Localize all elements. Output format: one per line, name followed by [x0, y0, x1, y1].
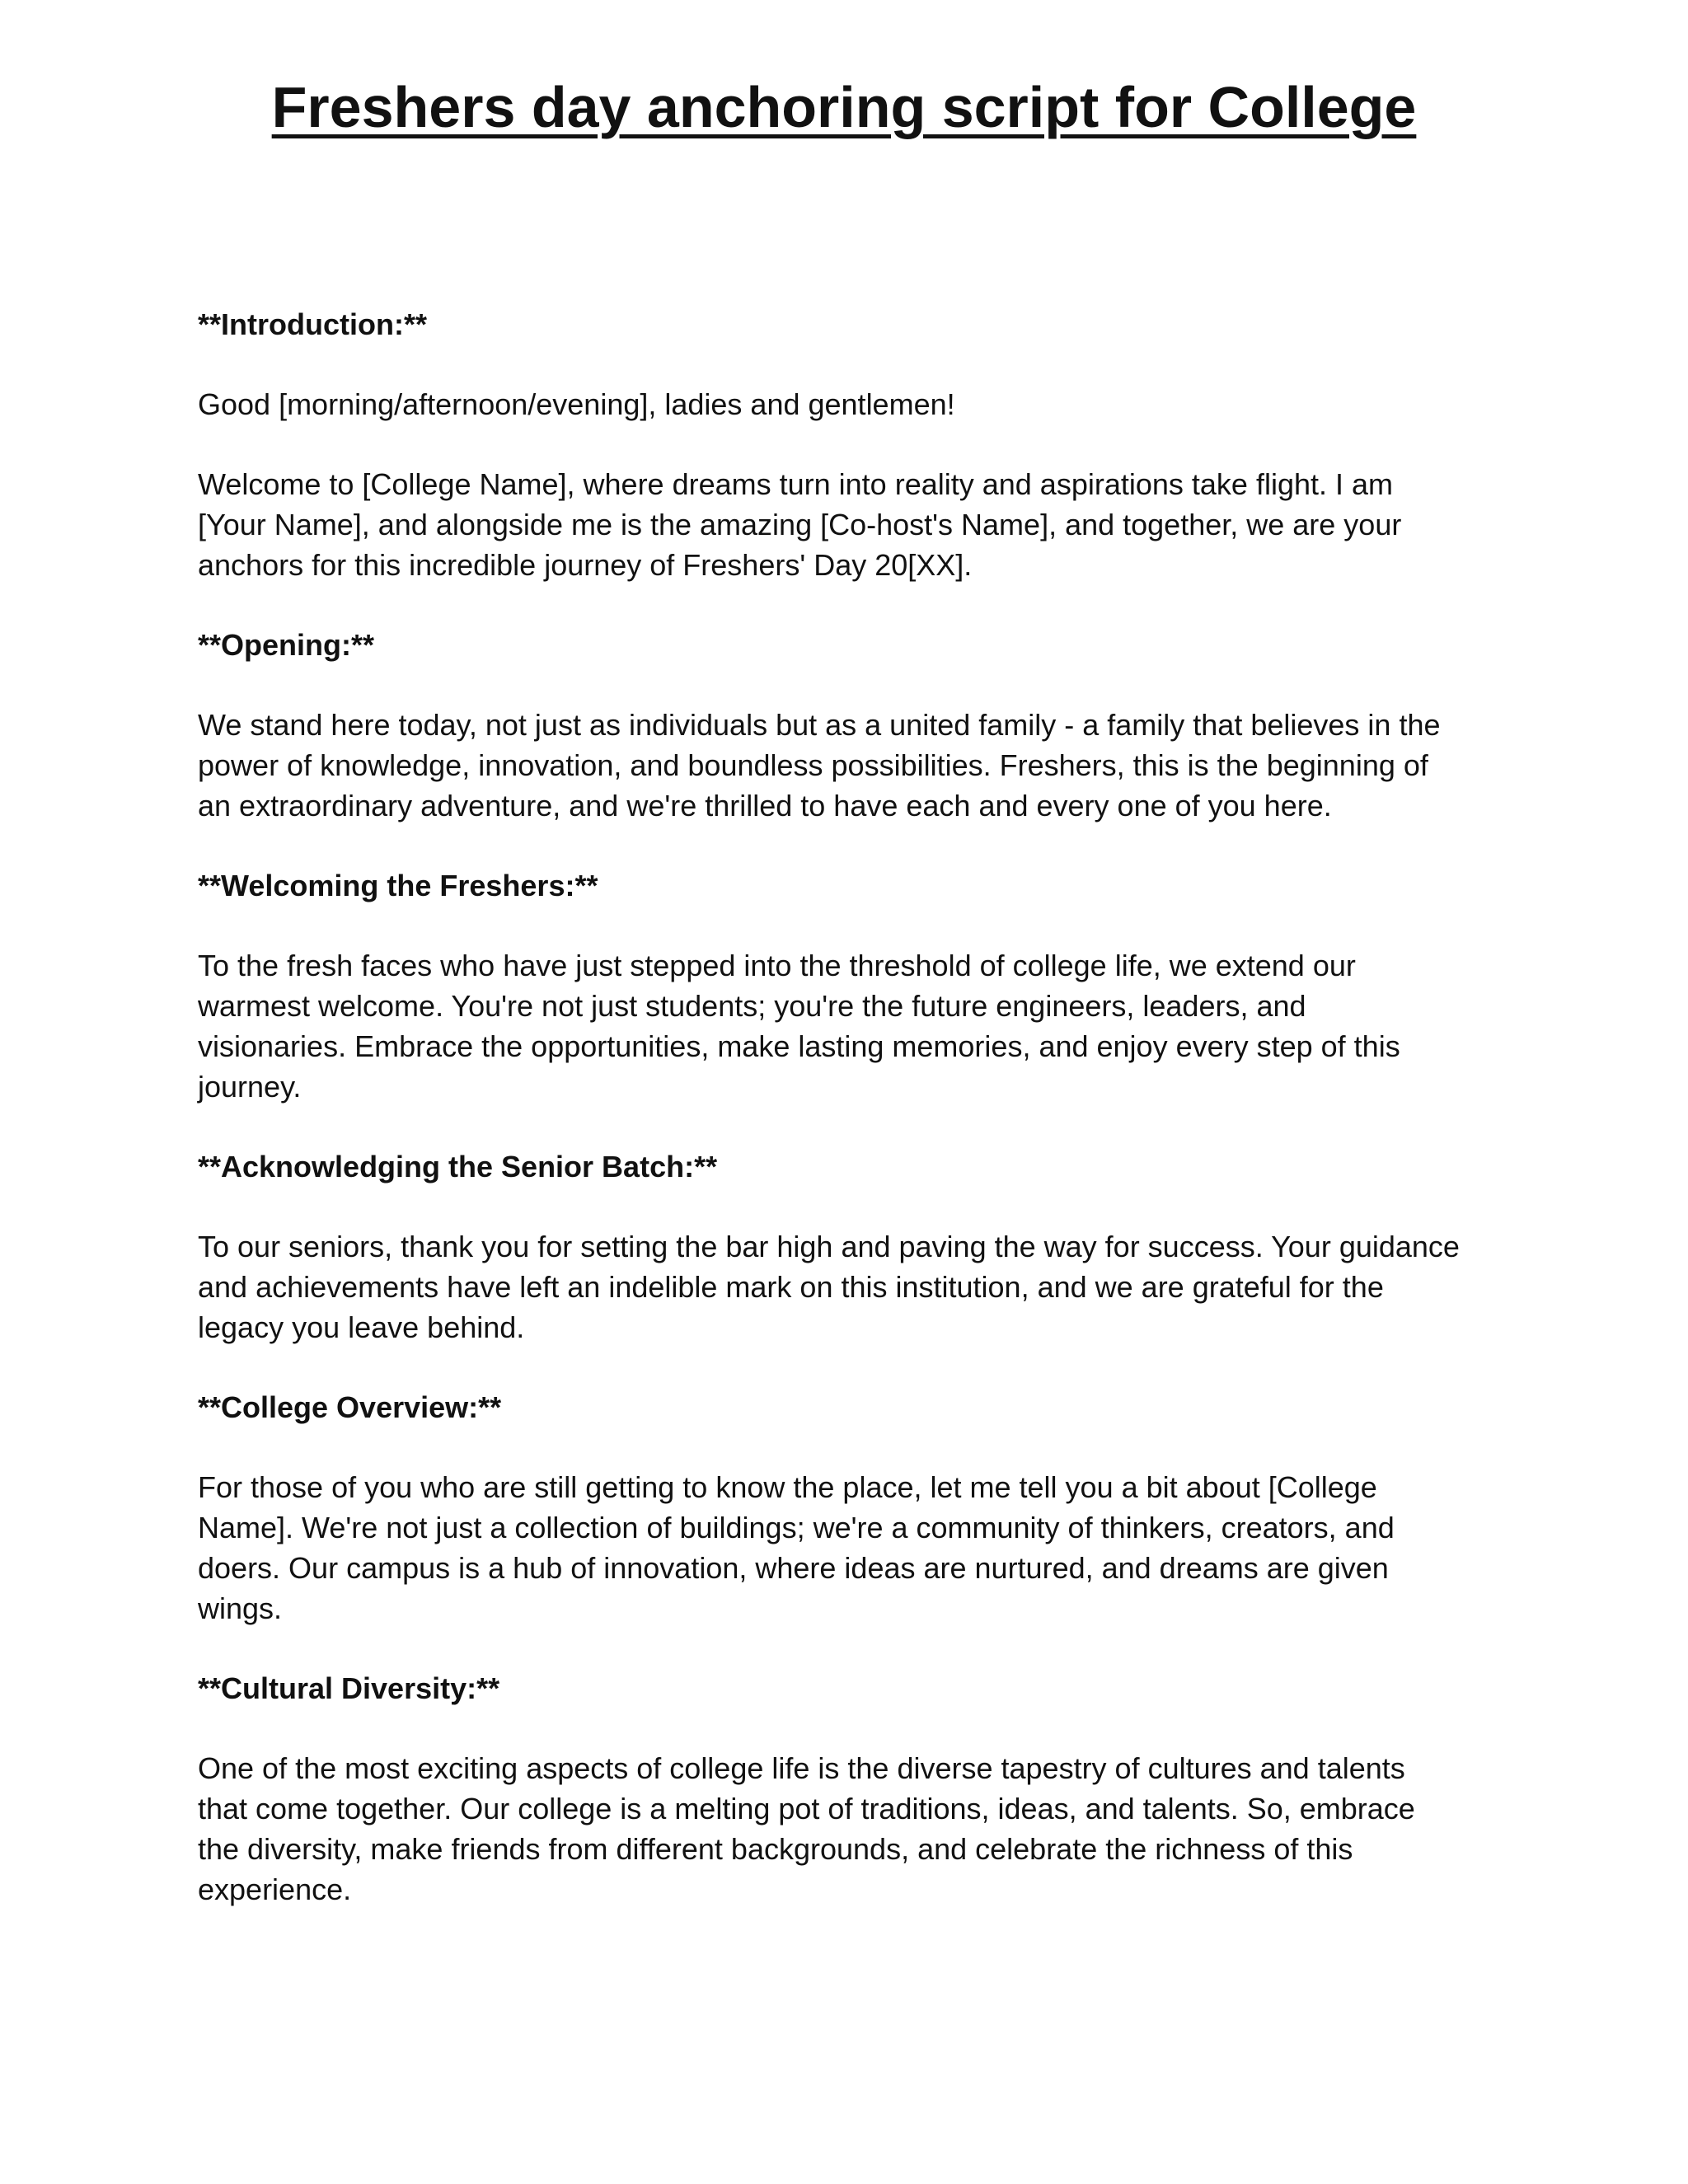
paragraph-opening	[198, 705, 1492, 826]
section-heading-cultural-diversity: **Cultural Diversity:**	[198, 1671, 500, 1705]
paragraph-line: journey.	[198, 1070, 302, 1104]
paragraph-line: For those of you who are still getting to know the place, let me tell you a bit about [College	[198, 1470, 1377, 1504]
paragraph-line: the diversity, make friends from different backgrounds, and celebrate the richness of this	[198, 1832, 1353, 1866]
section-heading-college-overview: **College Overview:**	[198, 1390, 502, 1424]
section-heading-introduction: **Introduction:**	[198, 307, 427, 341]
paragraph-line: Welcome to [College Name], where dreams turn into reality and aspirations take flight. I am	[198, 467, 1394, 501]
paragraph-welcoming-freshers	[198, 945, 1492, 1107]
paragraph-line: Good [morning/afternoon/evening], ladies and gentlemen!	[198, 387, 955, 421]
paragraph-senior-batch	[198, 1226, 1492, 1347]
paragraph-line: wings.	[198, 1591, 283, 1625]
paragraph-line: We stand here today, not just as individuals but as a united family - a family that believes in the	[198, 708, 1441, 742]
paragraph-greeting	[198, 384, 1492, 424]
paragraph-line: power of knowledge, innovation, and boundless possibilities. Freshers, this is the beginning of	[198, 748, 1428, 782]
paragraph-line: that come together. Our college is a melting pot of traditions, ideas, and talents. So, embrace	[198, 1792, 1415, 1825]
paragraph-line: anchors for this incredible journey of Freshers' Day 20[XX].	[198, 548, 973, 582]
paragraph-line: experience.	[198, 1872, 352, 1906]
paragraph-line: legacy you leave behind.	[198, 1310, 525, 1344]
paragraph-line: Name]. We're not just a collection of buildings; we're a community of thinkers, creators, and	[198, 1511, 1395, 1544]
section-heading-welcoming-freshers: **Welcoming the Freshers:**	[198, 869, 598, 902]
paragraph-line: To the fresh faces who have just stepped into the threshold of college life, we extend our	[198, 949, 1356, 982]
document-title: Freshers day anchoring script for College	[271, 75, 1417, 139]
paragraph-college-overview	[198, 1467, 1492, 1629]
paragraph-cultural-diversity	[198, 1748, 1492, 1910]
paragraph-line: an extraordinary adventure, and we're thrilled to have each and every one of you here.	[198, 789, 1332, 823]
paragraph-line: To our seniors, thank you for setting the bar high and paving the way for success. Your guidance	[198, 1230, 1460, 1263]
paragraph-line: One of the most exciting aspects of college life is the diverse tapestry of cultures and talents	[198, 1751, 1405, 1785]
paragraph-line: warmest welcome. You're not just students; you're the future engineers, leaders, and	[198, 989, 1306, 1023]
paragraph-line: and achievements have left an indelible mark on this institution, and we are grateful for the	[198, 1270, 1384, 1304]
paragraph-line: [Your Name], and alongside me is the amazing [Co-host's Name], and together, we are your	[198, 508, 1402, 541]
paragraph-line: visionaries. Embrace the opportunities, make lasting memories, and enjoy every step of this	[198, 1029, 1400, 1063]
section-heading-senior-batch: **Acknowledging the Senior Batch:**	[198, 1150, 718, 1183]
section-heading-opening: **Opening:**	[198, 628, 375, 662]
document-body	[198, 304, 1492, 1949]
paragraph-line: doers. Our campus is a hub of innovation, where ideas are nurtured, and dreams are given	[198, 1551, 1389, 1585]
paragraph-welcome	[198, 464, 1492, 585]
